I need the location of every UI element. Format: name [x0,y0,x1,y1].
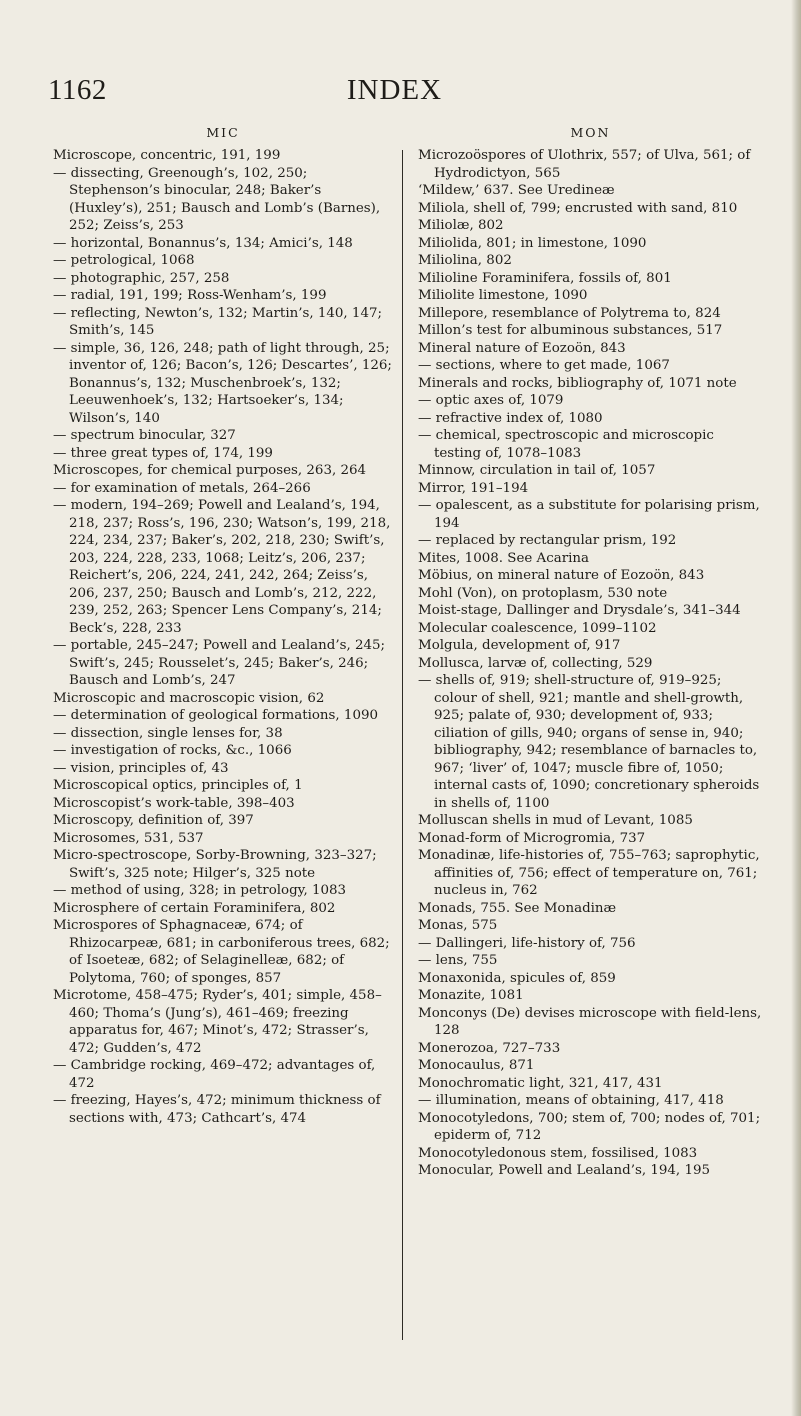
index-entry: — refractive index of, 1080 [418,410,603,426]
index-entry: — petrological, 1068 [53,253,195,268]
left-guide-word: MIC [206,125,240,140]
index-entry: Mirror, 191–194 [418,480,529,496]
index-entry: — replaced by rectangular prism, 192 [418,533,677,548]
index-entry: Monaxonida, spicules of, 859 [418,970,616,986]
index-entry: Microscopist’s work-table, 398–403 [53,795,295,811]
right-entries [418,147,763,1180]
index-entry: — lens, 755 [418,953,498,968]
index-entry: Millon’s test for albuminous substances, 517 [418,323,723,338]
index-entry: Mineral nature of Eozoön, 843 [418,340,626,356]
index-entry: — dissection, single lenses for, 38 [53,725,283,741]
index-entry: Microsphere of certain Foraminifera, 802 [53,900,336,916]
index-entry: Molgula, development of, 917 [418,638,621,653]
left-index-column [53,124,393,1127]
index-entry: Microscopic and macroscopic vision, 62 [53,690,325,706]
index-entry: — modern, 194–269; Powell and Lealand’s, 194, 218, 237; Ross’s, 196, 230; Watson’s, 199, 218, 224, 234, 237; Baker’s, 202, 218, 230; Swift’s, 203, 224, 228, 233, 1068; Leitz’s, 206, 237; Reichert’s, 206, 224, 241, 242, 264; Zeiss’s, 206, 237, 250; Bausch and Lomb’s, 212, 222, 239, 252, 263; Spencer Lens Company’s, 214; Beck’s, 228, 233 [53,498,391,636]
page-number: 1162 [48,74,107,106]
index-entry: — Cambridge rocking, 469–472; advantages of, 472 [53,1058,376,1091]
index-entry: — chemical, spectroscopic and microscopic testing of, 1078–1083 [418,428,714,461]
index-entry: Monazite, 1081 [418,988,524,1003]
index-entry: Microspores of Sphagnaceæ, 674; of Rhizocarpeæ, 681; in carboniferous trees, 682; of Isoeteæ, 682; of Selaginelleæ, 682; of Polytoma, 760; of sponges, 857 [53,918,390,986]
index-entry: Miliola, shell of, 799; encrusted with sand, 810 [418,200,738,216]
column-divider [402,150,403,1340]
index-entry: Monocular, Powell and Lealand’s, 194, 195 [418,1163,710,1178]
index-entry: — dissecting, Greenough’s, 102, 250; Stephenson’s binocular, 248; Baker’s (Huxley’s), 251; Bausch and Lomb’s (Barnes), 252; Zeiss’s, 253 [53,165,381,233]
index-entry: Minerals and rocks, bibliography of, 1071 note [418,375,737,391]
index-entry: Microzoöspores of Ulothrix, 557; of Ulva, 561; of Hydrodictyon, 565 [418,148,751,181]
index-entry: — investigation of rocks, &c., 1066 [53,743,292,758]
index-entry: — determination of geological formations, 1090 [53,708,379,723]
index-entry: — Dallingeri, life-history of, 756 [418,935,636,951]
index-entry: Mollusca, larvæ of, collecting, 529 [418,655,653,671]
index-entry: Microscope, concentric, 191, 199 [53,148,281,163]
index-entry: — shells of, 919; shell-structure of, 919–925; colour of shell, 921; mantle and shell-growth, 925; palate of, 930; development of, 933; ciliation of gills, 940; organs of sense in, 940; bibliography, 942; resemblance of barnacles to, 967; ‘liver’ of, 1047; muscle fibre of, 1050; internal casts of, 1090; concretionary spheroids in shells of, 1100 [418,673,760,811]
index-entry: — method of using, 328; in petrology, 1083 [53,883,347,898]
index-entry: Möbius, on mineral nature of Eozoön, 843 [418,568,705,583]
index-entry: Monad-form of Microgromia, 737 [418,830,646,846]
index-entry: Millepore, resemblance of Polytrema to, 824 [418,305,721,321]
index-entry: Microscopes, for chemical purposes, 263, 264 [53,463,367,478]
index-entry: Mohl (Von), on protoplasm, 530 note [418,585,668,601]
left-entries [53,147,393,1127]
index-entry: Miliolina, 802 [418,253,512,268]
right-guide-word: MON [570,125,611,140]
index-entry: Molluscan shells in mud of Levant, 1085 [418,813,693,828]
index-entry: Monerozoa, 727–733 [418,1040,561,1056]
right-index-column [418,124,763,1180]
index-entry: Microsomes, 531, 537 [53,830,204,846]
page-title: INDEX [346,74,443,106]
index-entry: — opalescent, as a substitute for polarising prism, 194 [418,498,760,531]
index-entry: — illumination, means of obtaining, 417, 418 [418,1093,724,1108]
index-entry: Minnow, circulation in tail of, 1057 [418,463,656,478]
index-entry: — horizontal, Bonannus’s, 134; Amici’s, 148 [53,235,353,251]
index-entry: Monadinæ, life-histories of, 755–763; saprophytic, affinities of, 756; effect of temperature on, 761; nucleus in, 762 [418,848,760,898]
index-entry: Micro-spectroscope, Sorby-Browning, 323–327; Swift’s, 325 note; Hilger’s, 325 note [53,848,377,881]
index-entry: Monads, 755. See Monadinæ [418,900,617,916]
page-edge [791,0,801,1416]
index-entry: — photographic, 257, 258 [53,270,230,286]
index-entry: Monocotyledonous stem, fossilised, 1083 [418,1145,698,1161]
index-entry: — radial, 191, 199; Ross-Wenham’s, 199 [53,288,327,303]
index-entry: Miliolida, 801; in limestone, 1090 [418,235,647,251]
index-entry: — sections, where to get made, 1067 [418,358,670,373]
index-entry: Microscopical optics, principles of, 1 [53,778,303,793]
index-entry: Moist-stage, Dallinger and Drysdale’s, 341–344 [418,603,741,618]
index-entry: — vision, principles of, 43 [53,760,229,776]
index-entry: — portable, 245–247; Powell and Lealand’s, 245; Swift’s, 245; Rousselet’s, 245; Baker’s, 246; Bausch and Lomb’s, 247 [53,638,386,688]
index-entry: Monocaulus, 871 [418,1058,535,1073]
index-entry: — optic axes of, 1079 [418,393,564,408]
index-entry: Microscopy, definition of, 397 [53,813,254,828]
index-entry: Molecular coalescence, 1099–1102 [418,620,657,636]
index-entry: ‘Mildew,’ 637. See Uredineæ [418,183,615,198]
index-entry: Microtome, 458–475; Ryder’s, 401; simple, 458–460; Thoma’s (Jung’s), 461–469; freezing apparatus for, 467; Minot’s, 472; Strasser’s, 472; Gudden’s, 472 [53,988,382,1056]
index-entry: Milioline Foraminifera, fossils of, 801 [418,270,672,286]
index-entry: Miliolæ, 802 [418,218,504,233]
index-entry: Miliolite limestone, 1090 [418,288,588,303]
index-entry: — reflecting, Newton’s, 132; Martin’s, 140, 147; Smith’s, 145 [53,305,383,338]
index-entry: — spectrum binocular, 327 [53,428,236,443]
index-entry: — freezing, Hayes’s, 472; minimum thickness of sections with, 473; Cathcart’s, 474 [53,1093,381,1126]
index-entry: Monochromatic light, 321, 417, 431 [418,1075,663,1091]
index-entry: Monconys (De) devises microscope with field-lens, 128 [418,1005,762,1038]
index-entry: Monocotyledons, 700; stem of, 700; nodes of, 701; epiderm of, 712 [418,1110,761,1143]
index-entry: — three great types of, 174, 199 [53,445,273,461]
running-head [48,74,741,114]
index-entry: — for examination of metals, 264–266 [53,480,311,496]
index-entry: — simple, 36, 126, 248; path of light through, 25; inventor of, 126; Bacon’s, 126; Descartes’, 126; Bonannus’s, 132; Muschenbroek’s, 132; Leeuwenhoek’s, 132; Hartsoeker’s, 134; Wilson’s, 140 [53,340,392,426]
index-entry: Mites, 1008. See Acarina [418,550,589,566]
index-entry: Monas, 575 [418,918,498,933]
